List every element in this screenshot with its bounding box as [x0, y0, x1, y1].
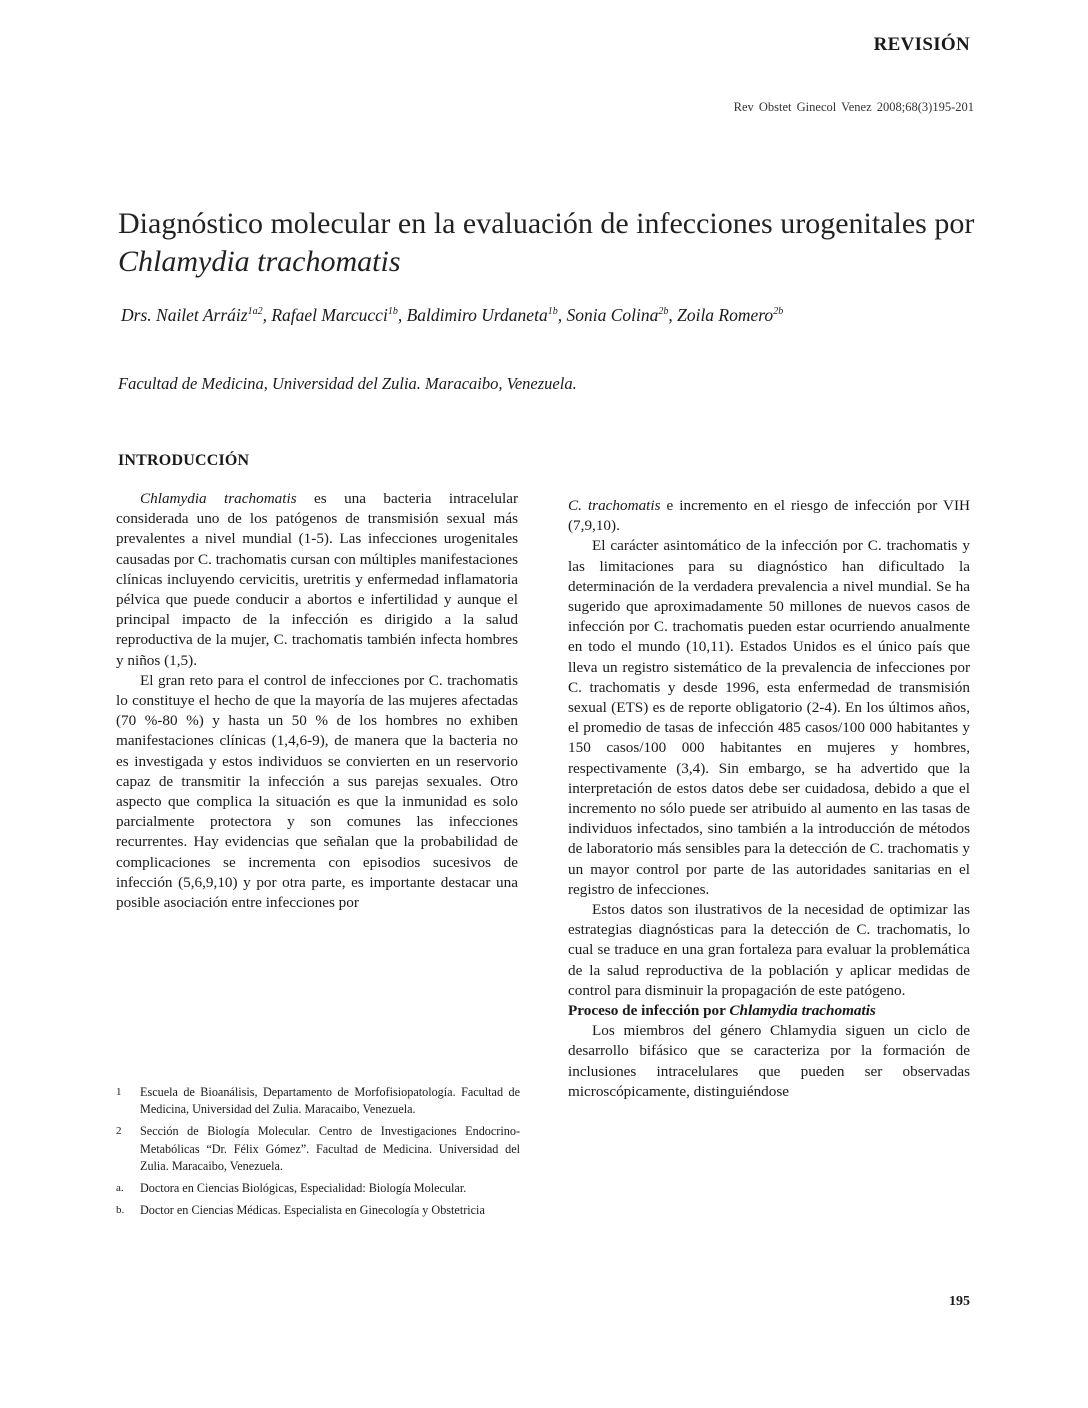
authors-prefix: Drs.	[121, 305, 157, 325]
author-separator: ,	[262, 305, 272, 325]
article-title-species: Chlamydia trachomatis	[118, 245, 401, 278]
footnote-mark: 2	[116, 1125, 122, 1138]
footnote	[116, 1180, 520, 1197]
paragraph-lead-italic: C. trachomatis	[568, 497, 661, 514]
author-separator: ,	[397, 305, 407, 325]
author-affiliation-mark: 1a2	[247, 306, 263, 317]
paragraph-continuation	[568, 496, 970, 536]
footnote-text: Escuela de Bioanálisis, Departamento de Morfofisiopatología. Facultad de Medicina, Universidad del Zulia. Maracaibo, Venezuela.	[140, 1085, 520, 1117]
author-name: Baldimiro Urdaneta	[406, 305, 548, 325]
author-name: Sonia Colina	[566, 305, 659, 325]
left-column	[116, 489, 518, 913]
author-name: Nailet Arráiz	[156, 305, 248, 325]
paragraph: El carácter asintomático de la infección por C. trachomatis y las limitaciones para su diagnóstico han dificultado la determinación de la verdadera prevalencia a nivel mundial. Se ha sugerido que aproximadamente 50 millones de nuevos casos de infección por C. trachomatis pueden estar ocurriendo anualmente en todo el mundo (10,11). Estados Unidos es el único país que lleva un registro sistemático de la prevalencia de infecciones por C. trachomatis y desde 1996, esta enfermedad de transmisión sexual (ETS) es de reporte obligatorio (2-4). En los últimos años, el promedio de tasas de infección 485 casos/100 000 habitantes y 150 casos/100 000 habitantes en mujeres y hombres, respectivamente (3,4). Sin embargo, se ha advertido que la interpretación de estos datos debe ser cuidadosa, debido a que el incremento no sólo puede ser atribuido al aumento en las tasas de individuos infectados, sino también a la introducción de métodos de laboratorio más sensibles para la detección de C. trachomatis y un mayor control por parte de las autoridades sanitarias en el registro de infecciones.	[568, 537, 970, 898]
paragraph-text: e incremento en el riesgo de infección por VIH (7,9,10).	[568, 497, 970, 535]
section-heading-introduction: INTRODUCCIÓN	[118, 452, 250, 469]
author-name: Zoila Romero	[677, 305, 774, 325]
author-separator: ,	[557, 305, 567, 325]
page-number: 195	[949, 1294, 970, 1309]
paragraph	[116, 671, 518, 913]
journal-citation: Rev Obstet Ginecol Venez 2008;68(3)195-201	[733, 100, 974, 114]
right-column	[568, 496, 970, 1102]
section-label: REVISIÓN	[873, 34, 970, 55]
paragraph-lead-italic: Chlamydia trachomatis	[140, 490, 297, 507]
author-separator: ,	[668, 305, 678, 325]
author-affiliation-mark: 1b	[547, 306, 558, 317]
subsection-heading-species: Chlamydia trachomatis	[729, 1002, 876, 1020]
subsection-heading	[568, 1001, 970, 1021]
footnote-text: Doctor en Ciencias Médicas. Especialista en Ginecología y Obstetricia	[140, 1203, 485, 1218]
footnote-mark: b.	[116, 1204, 125, 1217]
footnote	[116, 1123, 520, 1175]
paragraph: Los miembros del género Chlamydia siguen un ciclo de desarrollo bifásico que se caracteriza por la formación de inclusiones intracelulares que pueden ser observadas microscópicamente, distinguiéndose	[568, 1022, 970, 1100]
footnote-mark: 1	[116, 1086, 122, 1098]
footnote-text: Sección de Biología Molecular. Centro de Investigaciones Endocrino-Metabólicas “Dr. Félix Gómez”. Facultad de Medicina. Universidad del Zulia. Maracaibo, Venezuela.	[140, 1124, 520, 1173]
author-affiliation-mark: 2b	[658, 306, 669, 317]
author-list	[121, 305, 1021, 326]
affiliation: Facultad de Medicina, Universidad del Zulia. Maracaibo, Venezuela.	[118, 374, 577, 393]
article-title-text: Diagnóstico molecular en la evaluación de infecciones urogenitales por	[118, 207, 975, 240]
footnotes	[116, 1084, 520, 1224]
paragraph: Estos datos son ilustrativos de la necesidad de optimizar las estrategias diagnósticas para la detección de C. trachomatis, lo cual se traduce en una gran fortaleza para evaluar la problemática de la salud reproductiva de la población y aplicar medidas de control para disminuir la propagación de este patógeno.	[568, 901, 970, 999]
footnote-text: Doctora en Ciencias Biológicas, Especialidad: Biología Molecular.	[140, 1181, 467, 1196]
paragraph-text: El gran reto para el control de infecciones por C. trachomatis lo constituye el hecho de que la mayoría de las mujeres afectadas (70 %-80 %) y hasta un 50 % de los hombres no exhiben manifestaciones clínicas (1,4,6-9), de manera que la bacteria no es investigada y estos individuos se convierten en un reservorio capaz de transmitir la infección a sus parejas sexuales. Otro aspecto que complica la situación es que la inmunidad es solo parcialmente protectora y son comunes las infecciones recurrentes. Hay evidencias que señalan que la probabilidad de complicaciones se incrementa con episodios sucesivos de infección (5,6,9,10) y por otra parte, es importante destacar una posible asociación entre infecciones por	[116, 671, 518, 912]
author-name: Rafael Marcucci	[271, 305, 388, 325]
paragraph	[116, 489, 518, 671]
footnote-mark: a.	[116, 1182, 124, 1195]
footnote	[116, 1084, 520, 1118]
author-affiliation-mark: 2b	[773, 306, 784, 317]
author-affiliation-mark: 1b	[387, 306, 398, 317]
article-title	[118, 205, 978, 281]
footnote	[116, 1202, 520, 1219]
subsection-heading-text: Proceso de infección por	[568, 1002, 730, 1020]
paragraph-text: es una bacteria intracelular considerada uno de los patógenos de transmisión sexual más prevalentes a nivel mundial (1-5). Las infecciones urogenitales causadas por C. trachomatis cursan con múltiples manifestaciones clínicas incluyendo cervicitis, uretritis y enfermedad inflamatoria pélvica que puede conducir a abortos e infertilidad y aunque el principal impacto de la infección es dirigido a la salud reproductiva de la mujer, C. trachomatis también infecta hombres y niños (1,5).	[116, 490, 519, 669]
